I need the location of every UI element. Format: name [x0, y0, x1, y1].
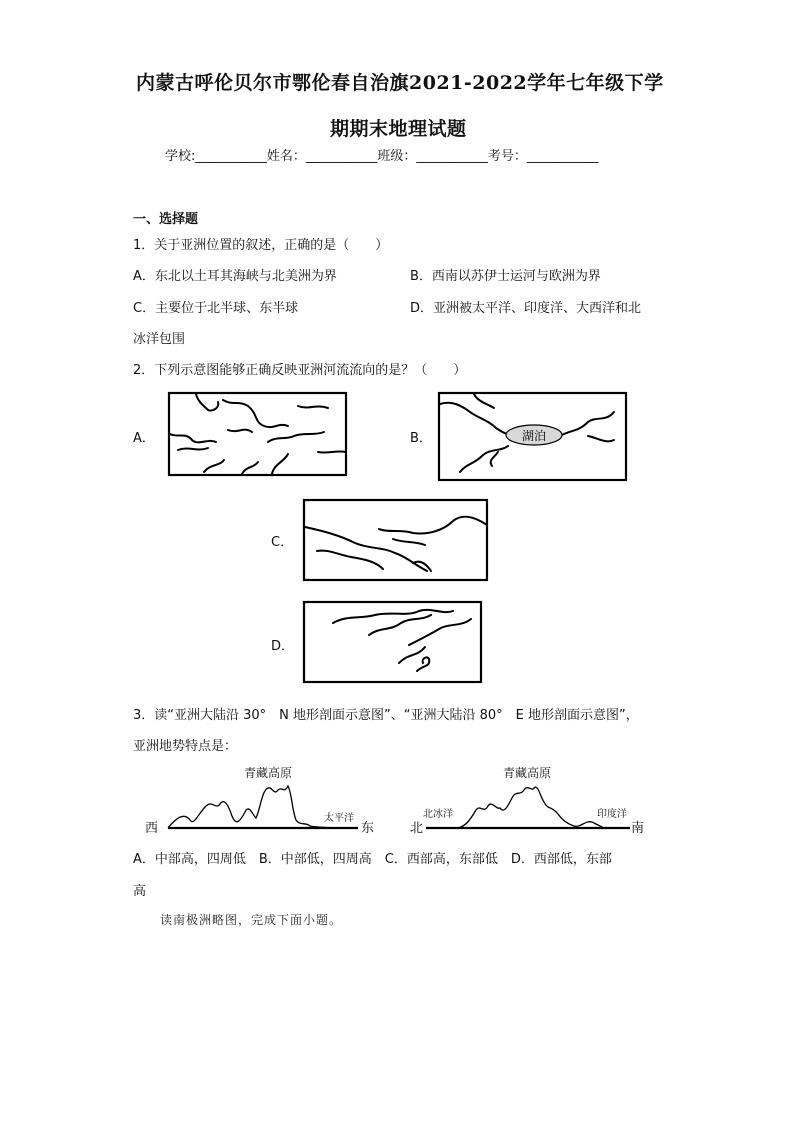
- q2-option-b-label[interactable]: B．: [410, 431, 432, 446]
- profile2-left-label: 北: [410, 821, 424, 836]
- profile2-ocean-right-label: 印度洋: [597, 809, 627, 820]
- q2-map-a[interactable]: [168, 392, 348, 477]
- q2-map-c[interactable]: [303, 499, 489, 582]
- q2-option-a-label[interactable]: A．: [133, 431, 155, 446]
- q2-option-c-label[interactable]: C．: [271, 535, 294, 550]
- profile2-chart: [422, 780, 632, 832]
- section-heading: 一、选择题: [133, 212, 199, 227]
- q1-option-d-continued: 冰洋包围: [133, 332, 186, 347]
- lake-label: 湖泊: [522, 429, 547, 443]
- q3-stem-line1: 3．读“亚洲大陆沿 30° N 地形剖面示意图”、“亚洲大陆沿 80° E 地形剖面示意图”，: [133, 708, 639, 723]
- profile2-right-label: 南: [631, 821, 645, 836]
- q1-option-b[interactable]: B．西南以苏伊士运河与欧洲为界: [410, 269, 601, 284]
- profile1-ocean-label: 太平洋: [324, 813, 354, 824]
- student-info-line: 学校:___________姓名：___________班级：___________考号：___________: [165, 149, 599, 164]
- q2-map-d[interactable]: [303, 601, 483, 684]
- profile2-title: 青藏高原: [503, 766, 552, 780]
- q1-option-c[interactable]: C．主要位于北半球、东半球: [133, 301, 299, 316]
- instruction-text: 读南极洲略图，完成下面小题。: [160, 913, 343, 927]
- profile1-left-label: 西: [145, 821, 159, 836]
- q3-options-continued: 高: [133, 884, 147, 899]
- q1-option-d[interactable]: D．亚洲被太平洋、印度洋、大西洋和北: [410, 301, 642, 316]
- page-title-line2: 期期末地理试题: [330, 118, 467, 140]
- q3-stem-line2: 亚洲地势特点是：: [133, 739, 238, 754]
- q2-map-b[interactable]: [438, 392, 628, 482]
- page-title-line1: 内蒙古呼伦贝尔市鄂伦春自治旗2021-2022学年七年级下学: [136, 72, 664, 94]
- q2-option-d-label[interactable]: D．: [271, 639, 295, 654]
- profile2-ocean-left-label: 北冰洋: [423, 809, 453, 820]
- profile1-right-label: 东: [361, 821, 375, 836]
- q1-option-a[interactable]: A．东北以土耳其海峡与北美洲为界: [133, 269, 337, 284]
- profile1-chart: [160, 780, 360, 832]
- q2-stem: 2．下列示意图能够正确反映亚洲河流流向的是？（ ）: [133, 363, 467, 378]
- q3-options-line[interactable]: A．中部高，四周低 B．中部低，四周高 C．西部高，东部低 D．西部低，东部: [133, 852, 612, 867]
- profile1-title: 青藏高原: [244, 766, 293, 780]
- q1-stem: 1．关于亚洲位置的叙述，正确的是（ ）: [133, 238, 389, 253]
